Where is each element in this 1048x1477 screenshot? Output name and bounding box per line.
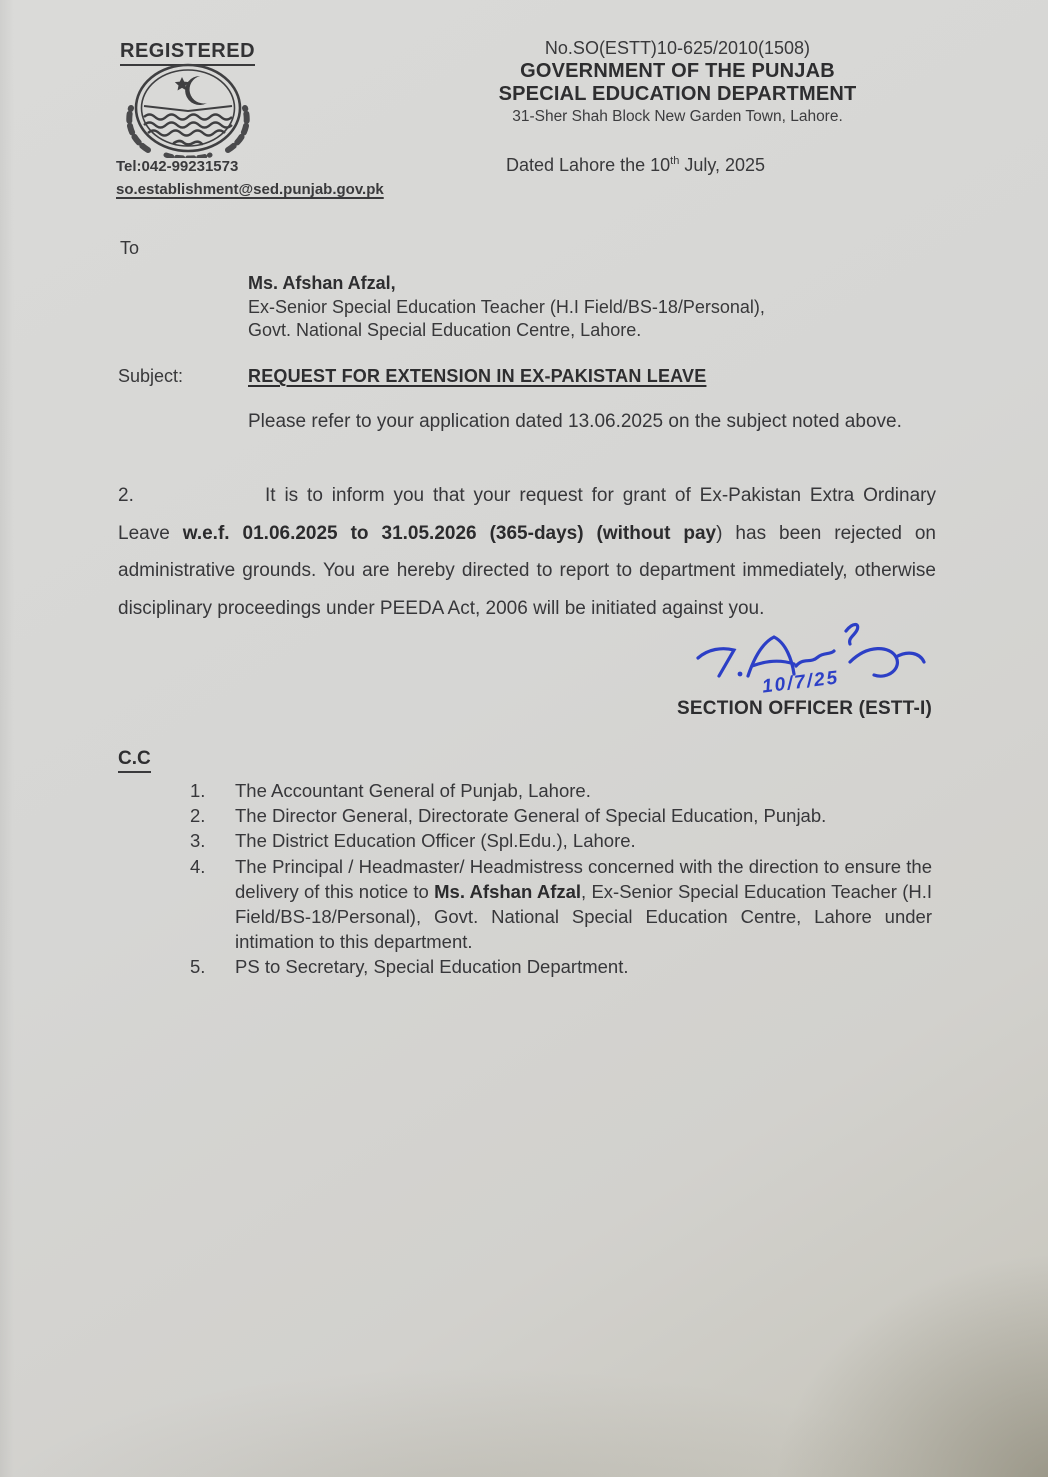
recipient-institution: Govt. National Special Education Centre, Lahore.: [248, 320, 642, 340]
cc-item-number: 1.: [190, 780, 206, 801]
government-line: GOVERNMENT OF THE PUNJAB: [520, 60, 835, 82]
cc-item-4-post: , Ex-Senior Special Education Teacher (H.I Field/BS-18/Personal), Govt. National Special Education Centre, Lahore under intimation to this department.: [235, 880, 932, 953]
cc-item: [190, 954, 932, 979]
cc-item: [190, 803, 932, 828]
cc-item-4-pre: The Principal / Headmaster/ Headmistress concerned with the direction to ensure the delivery of this notice to: [235, 855, 932, 902]
cc-item: [190, 778, 932, 803]
body-paragraph-1: Please refer to your application dated 13.06.2025 on the subject noted above.: [248, 411, 902, 432]
body-paragraph-2: [118, 477, 936, 627]
department-address: 31-Sher Shah Block New Garden Town, Lahore.: [512, 108, 843, 125]
signatory-title: SECTION OFFICER (ESTT-I): [677, 698, 932, 719]
to-label: To: [120, 238, 140, 258]
subject-text: REQUEST FOR EXTENSION IN EX-PAKISTAN LEAVE: [248, 366, 707, 386]
cc-item-number: 4.: [190, 855, 206, 877]
cc-item: [190, 828, 932, 853]
recipient-name: Ms. Afshan Afzal,: [248, 273, 396, 293]
paragraph-number: 2.: [118, 485, 134, 506]
cc-item-4-recipient-name: Ms. Afshan Afzal: [434, 880, 582, 902]
date-ordinal: th: [670, 155, 680, 167]
cc-item-text: [235, 854, 932, 955]
signature-date-note: 10/7/25: [760, 667, 841, 698]
cc-item-text: The Director General, Directorate General of Special Education, Punjab.: [235, 805, 827, 827]
cc-item-number: 5.: [190, 956, 206, 978]
paragraph-2-text-pre: It is to inform you that your request for grant of Ex-Pakistan Extra Ordinary Leave: [118, 485, 936, 544]
subject-row: [118, 366, 932, 387]
registered-label: REGISTERED: [120, 40, 255, 66]
recipient-block: [248, 272, 765, 343]
cc-item-text: The Accountant General of Punjab, Lahore.: [235, 780, 591, 801]
phone-number: Tel:042-99231573: [116, 158, 239, 175]
subject-label: Subject:: [118, 366, 184, 386]
date-line: [506, 155, 765, 176]
reference-number: No.SO(ESTT)10-625/2010(1508): [544, 38, 811, 58]
paragraph-2-text-post: ) has been rejected on administrative grounds. You are hereby directed to report to department immediately, otherwise disciplinary proceedings under PEEDA Act, 2006 will be initiated against you.: [118, 522, 936, 619]
date-prefix: Dated Lahore the 10: [506, 155, 671, 175]
cc-item-number: 3.: [190, 830, 206, 852]
recipient-designation: Ex-Senior Special Education Teacher (H.I Field/BS-18/Personal),: [248, 296, 765, 317]
cc-item-number: 2.: [190, 805, 206, 827]
department-line: SPECIAL EDUCATION DEPARTMENT: [498, 83, 857, 105]
cc-item-text: PS to Secretary, Special Education Department.: [235, 956, 629, 978]
cc-list: [190, 778, 932, 980]
cc-item: [190, 854, 932, 955]
letterhead: [455, 38, 900, 126]
paragraph-2-bold-dates: w.e.f. 01.06.2025 to 31.05.2026 (365-days) (without pay: [182, 522, 717, 544]
cc-label: C.C: [118, 748, 151, 773]
punjab-government-logo: [118, 62, 258, 158]
date-suffix: July, 2025: [679, 155, 766, 175]
email-address: so.establishment@sed.punjab.gov.pk: [116, 181, 384, 198]
cc-item-text: The District Education Officer (Spl.Edu.), Lahore.: [235, 830, 636, 852]
